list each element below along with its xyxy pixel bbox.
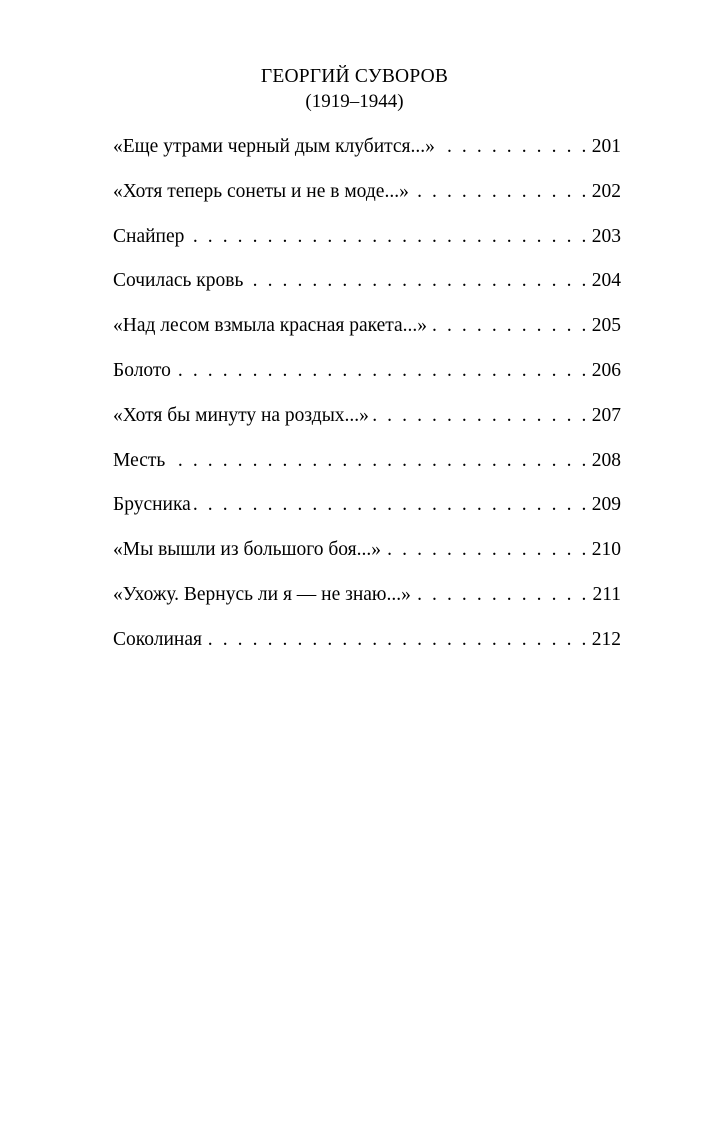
toc-entry-page: 210	[591, 539, 621, 561]
toc-entry-title: «Еще утрами черный дым клубится...»	[113, 136, 435, 157]
toc-entry-title: Соколиная	[113, 628, 202, 650]
toc-entry-title: Снайпер	[113, 225, 185, 247]
toc-entry-page: 207	[591, 404, 621, 426]
dot-leader	[371, 404, 589, 428]
toc-entry[interactable]	[113, 449, 621, 494]
toc-entry-page: 209	[591, 494, 621, 516]
dot-leader	[193, 493, 589, 517]
toc-entry-page: 204	[591, 270, 621, 292]
dot-leader	[383, 538, 589, 562]
toc-entry-page: 202	[591, 180, 621, 202]
dot-leader	[411, 180, 589, 204]
toc-entry[interactable]	[113, 628, 621, 673]
dot-leader	[437, 135, 589, 159]
dot-leader	[413, 583, 589, 607]
toc-entry[interactable]	[113, 538, 621, 583]
dot-leader	[429, 314, 589, 338]
table-of-contents	[113, 135, 621, 673]
dot-leader	[173, 359, 589, 383]
toc-entry[interactable]	[113, 359, 621, 404]
toc-entry-page: 203	[591, 225, 621, 247]
toc-entry-title: «Хотя бы минуту на роздых...»	[113, 404, 369, 426]
toc-entry-page: 201	[591, 136, 621, 157]
toc-entry-page: 212	[591, 628, 621, 650]
toc-entry-title: Болото	[113, 359, 171, 381]
author-heading: ГЕОРГИЙ СУВОРОВ	[260, 66, 449, 87]
author-years: (1919–1944)	[305, 91, 404, 112]
toc-entry-title: «Мы вышли из большого боя...»	[113, 539, 382, 561]
toc-entry[interactable]	[113, 225, 621, 270]
toc-entry-page: 205	[591, 315, 621, 337]
toc-entry-title: «Ухожу. Вернусь ли я — не знаю...»	[113, 583, 411, 605]
toc-entry-page: 206	[591, 359, 621, 381]
toc-entry-title: «Над лесом взмыла красная ракета...»	[113, 315, 428, 337]
toc-entry-title: Месть	[113, 449, 166, 471]
toc-entry-page: 208	[591, 449, 621, 471]
toc-entry[interactable]	[113, 314, 621, 359]
dot-leader	[186, 225, 589, 249]
toc-entry[interactable]	[113, 493, 621, 538]
dot-leader	[167, 449, 589, 473]
toc-entry-title: «Хотя теперь сонеты и не в моде...»	[113, 180, 409, 202]
toc-entry[interactable]	[113, 404, 621, 449]
toc-entry-title: Сочилась кровь	[113, 270, 244, 292]
dot-leader	[245, 269, 589, 293]
toc-entry[interactable]	[113, 583, 621, 628]
toc-entry-title: Брусника	[113, 494, 191, 516]
dot-leader	[204, 628, 589, 652]
toc-entry[interactable]	[113, 135, 621, 180]
toc-entry-page: 211	[592, 583, 621, 605]
toc-entry[interactable]	[113, 269, 621, 314]
toc-entry[interactable]	[113, 180, 621, 225]
